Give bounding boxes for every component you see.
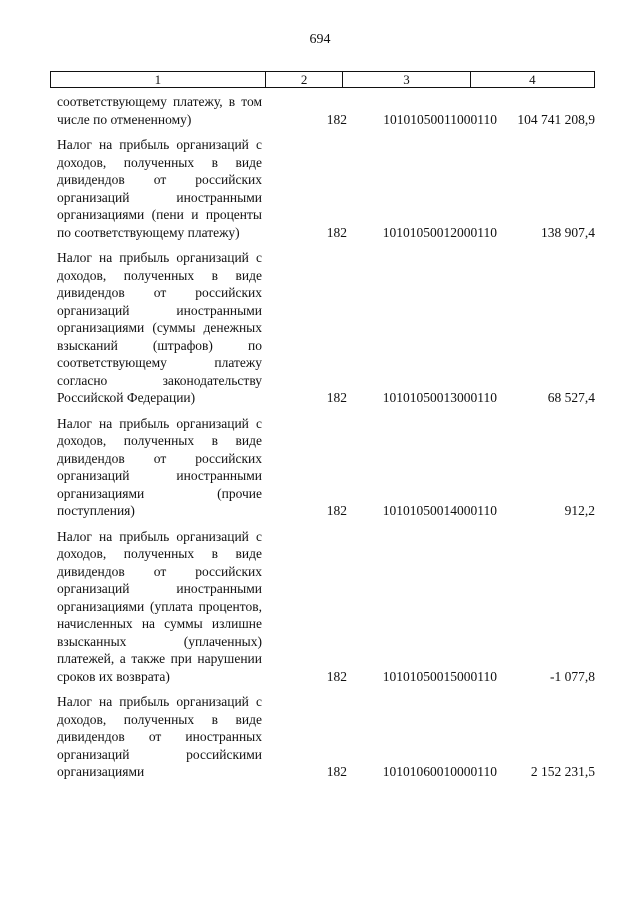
row-amount: 912,2 [564, 503, 595, 518]
row-admin-code: 182 [326, 764, 347, 779]
header-col-3: 3 [343, 72, 470, 87]
table-row [57, 136, 595, 241]
header-col-1: 1 [51, 72, 266, 87]
row-amount: 2 152 231,5 [530, 764, 595, 779]
table-row [57, 249, 595, 407]
row-budget-code: 10101050011000110 [383, 111, 497, 127]
row-name: Налог на прибыль организаций с доходов, полученных в виде дивидендов от российских организаций иностранными организациями (пени и проценты по соответствующему платежу) [57, 137, 262, 240]
table-row [57, 528, 595, 686]
row-name: Налог на прибыль организаций с доходов, полученных в виде дивидендов от российских организаций иностранными организациями (прочие поступления) [57, 415, 262, 518]
page-number: 694 [309, 32, 331, 47]
row-admin-code: 182 [326, 668, 347, 684]
table-row [57, 93, 595, 128]
row-name: соответствующему платежу, в том числе по отмененному) [57, 94, 262, 127]
table-header [50, 71, 595, 88]
row-amount: -1 077,8 [550, 668, 595, 684]
row-admin-code: 182 [326, 111, 347, 127]
row-name: Налог на прибыль организаций с доходов, полученных в виде дивидендов от иностранных организаций российскими организациями [57, 694, 262, 779]
row-budget-code: 10101050015000110 [382, 668, 497, 684]
row-budget-code: 10101050013000110 [382, 390, 497, 405]
row-admin-code: 182 [326, 390, 347, 405]
row-amount: 68 527,4 [547, 390, 595, 405]
row-admin-code: 182 [326, 503, 347, 518]
row-budget-code: 10101060010000110 [382, 764, 497, 779]
row-admin-code: 182 [326, 224, 347, 240]
row-amount: 104 741 208,9 [517, 111, 595, 127]
row-name: Налог на прибыль организаций с доходов, полученных в виде дивидендов от российских организаций иностранными организациями (уплата процентов, начисленных на суммы излишне взысканных (уплаченных) платежей, а также при нарушении сроков их возврата) [57, 528, 262, 684]
row-budget-code: 10101050012000110 [382, 224, 497, 240]
row-name: Налог на прибыль организаций с доходов, полученных в виде дивидендов от российских организаций иностранными организациями (суммы денежных взысканий (штрафов) по соответствующему платежу согласно законодательству Российской Федерации) [57, 250, 262, 405]
row-amount: 138 907,4 [541, 224, 595, 240]
header-col-4: 4 [529, 72, 536, 87]
table-row [57, 415, 595, 520]
header-col-2: 2 [266, 72, 344, 87]
table-body [57, 93, 595, 789]
table-row [57, 693, 595, 781]
row-budget-code: 10101050014000110 [382, 503, 497, 518]
